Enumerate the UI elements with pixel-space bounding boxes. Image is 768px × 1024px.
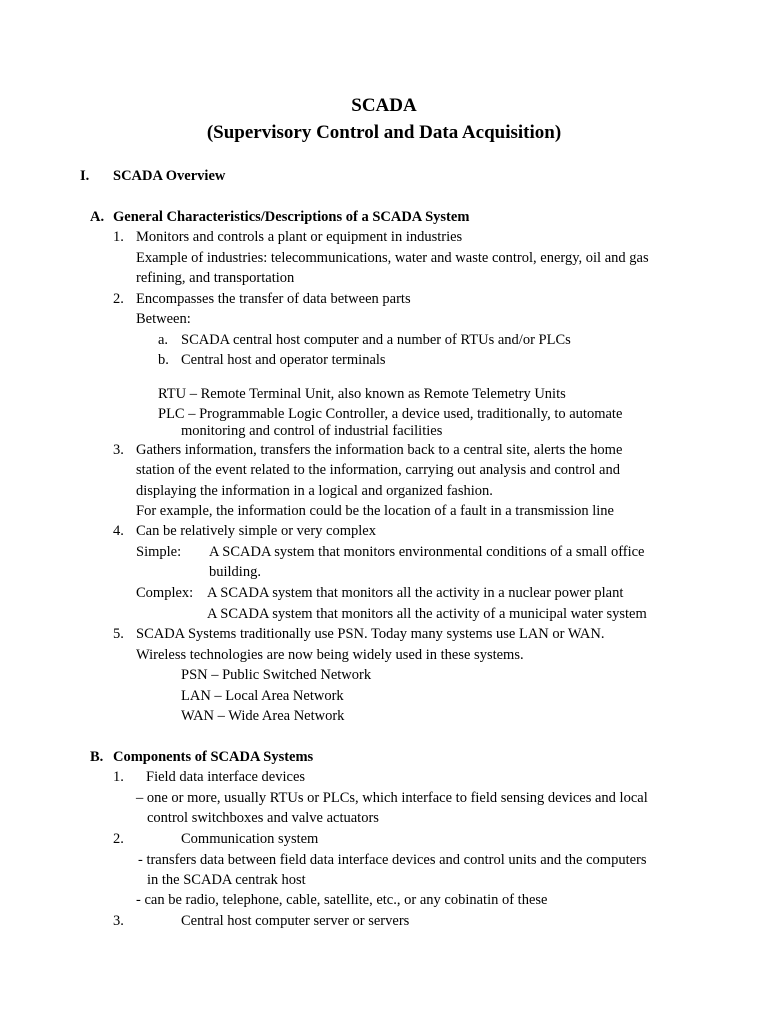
list-item-text: Can be relatively simple or very complex [136, 523, 376, 539]
list-item-detail: - can be radio, telephone, cable, satellite, etc., or any cobinatin of these [136, 892, 548, 908]
section-number: I. [80, 168, 90, 184]
complex-text-cont: A SCADA system that monitors all the activity of a municipal water system [207, 606, 647, 622]
simple-text: A SCADA system that monitors environmental conditions of a small office [209, 544, 645, 560]
definition-plc: PLC – Programmable Logic Controller, a device used, traditionally, to automate [158, 406, 623, 422]
list-number: 1. [113, 769, 124, 785]
list-number: 5. [113, 626, 124, 642]
list-item-text: Field data interface devices [146, 769, 306, 785]
list-item-detail: Between: [136, 311, 191, 327]
sublist-text: Central host and operator terminals [181, 352, 386, 368]
list-item-text: SCADA Systems traditionally use PSN. Today many systems use LAN or WAN. [136, 626, 605, 642]
subsection-letter: B. [90, 749, 104, 765]
list-item-detail: – one or more, usually RTUs or PLCs, which interface to field sensing devices and local [136, 790, 648, 806]
list-item-detail: refining, and transportation [136, 270, 295, 286]
list-item-detail: Example of industries: telecommunications, water and waste control, energy, oil and gas [136, 250, 649, 266]
list-number: 2. [113, 831, 124, 847]
definition-psn: PSN – Public Switched Network [181, 667, 372, 683]
list-number: 4. [113, 523, 124, 539]
list-item-text: station of the event related to the information, carrying out analysis and control and [136, 462, 620, 478]
list-number: 3. [113, 913, 124, 929]
subsection-letter: A. [90, 209, 105, 225]
section-title: SCADA Overview [113, 168, 226, 184]
list-item-detail: - transfers data between field data interface devices and control units and the computers [138, 852, 647, 868]
subsection-title: General Characteristics/Descriptions of a SCADA System [113, 209, 470, 225]
definition-rtu: RTU – Remote Terminal Unit, also known as Remote Telemetry Units [158, 386, 566, 402]
list-number: 1. [113, 229, 124, 245]
sublist-text: SCADA central host computer and a number of RTUs and/or PLCs [181, 332, 571, 348]
document-title: SCADA [351, 95, 417, 116]
subsection-title: Components of SCADA Systems [113, 749, 314, 765]
simple-text-cont: building. [209, 564, 261, 580]
sublist-letter: b. [158, 352, 169, 368]
list-item-text: Communication system [181, 831, 319, 847]
list-item-detail: in the SCADA centrak host [147, 872, 306, 888]
definition-wan: WAN – Wide Area Network [181, 708, 345, 724]
sublist-letter: a. [158, 332, 169, 348]
document-subtitle: (Supervisory Control and Data Acquisition) [206, 122, 562, 143]
list-item-text: Gathers information, transfers the information back to a central site, alerts the home [136, 442, 623, 458]
list-number: 2. [113, 291, 124, 307]
list-number: 3. [113, 442, 124, 458]
list-item-text: Central host computer server or servers [181, 913, 410, 929]
list-item-text: displaying the information in a logical and organized fashion. [136, 483, 493, 499]
list-item-text: Monitors and controls a plant or equipment in industries [136, 229, 463, 245]
list-item-detail: control switchboxes and valve actuators [147, 810, 379, 826]
definition-lan: LAN – Local Area Network [181, 688, 344, 704]
simple-label: Simple: [136, 544, 182, 560]
list-item-detail: For example, the information could be the location of a fault in a transmission line [136, 503, 614, 519]
complex-text: A SCADA system that monitors all the activity in a nuclear power plant [207, 585, 624, 601]
complex-label: Complex: [136, 585, 194, 601]
list-item-text: Encompasses the transfer of data between parts [136, 291, 411, 307]
list-item-text: Wireless technologies are now being widely used in these systems. [136, 647, 524, 663]
definition-plc-cont: monitoring and control of industrial facilities [181, 423, 443, 439]
